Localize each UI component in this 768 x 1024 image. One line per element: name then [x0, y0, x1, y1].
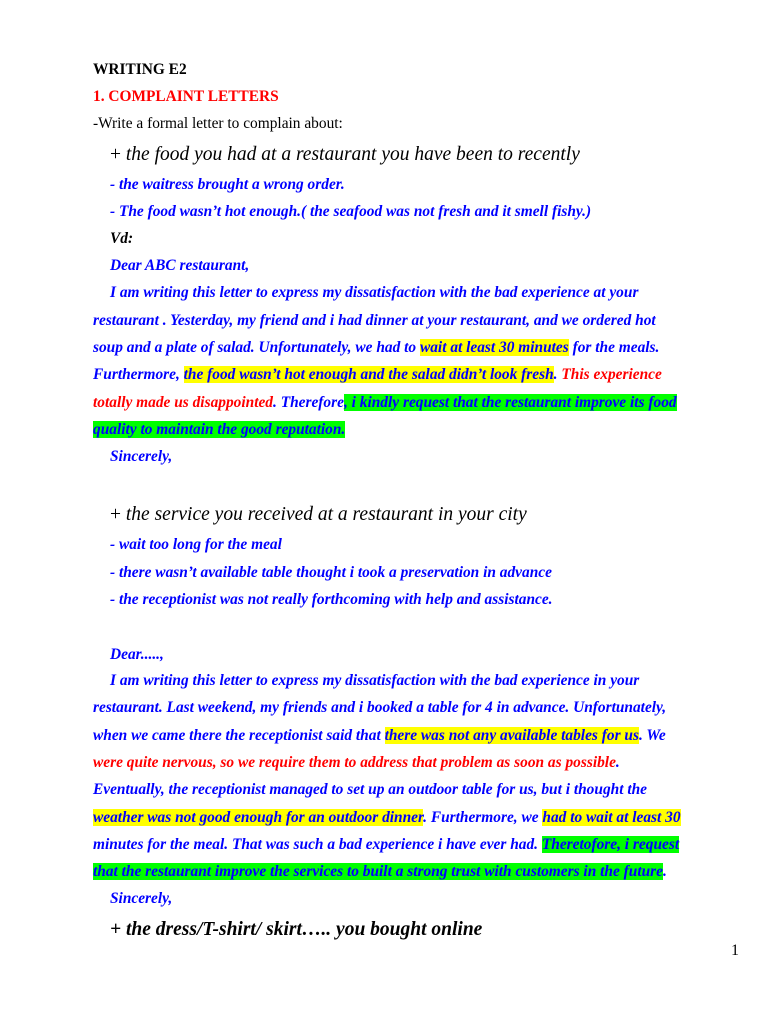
letter-2-line: restaurant. Last weekend, my friends and i booked a table for 4 in advance. Unfortunately,: [93, 699, 667, 716]
highlight-yellow: there was not any available tables for us: [384, 727, 639, 744]
topic-1-bullet: [110, 202, 591, 222]
topic-2-bullet: - there wasn’t available table thought i took a preservation in advance: [110, 564, 552, 581]
plus-marker: +: [110, 504, 126, 525]
topic-1-text: the food you had at a restaurant you have been to recently: [125, 144, 580, 165]
topic-3-heading: [110, 918, 482, 942]
highlight-yellow: wait at least 30 minutes: [419, 339, 569, 356]
text-run: . Furthermore, we: [423, 809, 543, 826]
topic-1-heading: [110, 143, 580, 167]
letter-1-closing: Sincerely,: [110, 448, 173, 465]
letter-2-line: [93, 808, 681, 828]
topic-2-bullet: - wait too long for the meal: [110, 536, 282, 553]
text-run: . Therefore: [273, 394, 344, 411]
letter-2-line: I am writing this letter to express my dissatisfaction with the bad experience in your: [110, 672, 640, 689]
letter-2-line: [93, 835, 679, 855]
highlight-yellow: the food wasn’t hot enough and the salad didn’t look fresh: [183, 366, 554, 383]
letter-1-line: [93, 420, 345, 440]
document-heading: WRITING E2: [93, 61, 187, 78]
page-number: 1: [731, 942, 739, 959]
text-run: when we came there the receptionist said that: [93, 727, 385, 744]
letter-1-line: [93, 393, 677, 413]
letter-2-closing: Sincerely,: [110, 890, 173, 907]
instruction-text: -Write a formal letter to complain about:: [93, 115, 343, 132]
red-text: so we require them to address that problem as soon as possible: [216, 754, 616, 771]
text-run: .: [662, 863, 667, 880]
topic-2-heading: [110, 503, 527, 527]
highlight-green: that the restaurant improve the services to built a strong trust with customers in the future: [93, 863, 663, 880]
topic-1-bullet: - the waitress brought a wrong order.: [110, 176, 345, 193]
text-run: soup and a plate of salad. Unfortunately, we had to: [93, 339, 420, 356]
letter-1-line: [93, 365, 662, 385]
text-run: for the meals.: [568, 339, 660, 356]
letter-2-line: [93, 862, 667, 882]
red-text: were quite nervous,: [93, 754, 217, 771]
letter-1-line: [93, 338, 659, 358]
text-run: . We: [638, 727, 666, 744]
plus-marker: +: [110, 144, 126, 165]
highlight-green: quality to maintain the good reputation.: [93, 421, 346, 438]
letter-2-salutation: Dear.....,: [110, 646, 164, 663]
highlight-green: , i kindly request that the restaurant improve its food: [343, 394, 677, 411]
example-label: Vd:: [110, 230, 134, 247]
bullet-text: - The food wasn’t hot enough.( the seafood was not fresh and it smell fishy.): [110, 203, 592, 220]
letter-1-line: I am writing this letter to express my dissatisfaction with the bad experience at your: [110, 284, 639, 301]
text-run: minutes for the meal. That was such a bad experience i have ever had.: [93, 836, 542, 853]
topic-3-text: the dress/T-shirt/ skirt….. you bought online: [126, 919, 483, 940]
topic-2-bullet: - the receptionist was not really forthcoming with help and assistance.: [110, 591, 553, 608]
topic-2-text: the service you received at a restaurant in your city: [125, 504, 527, 525]
letter-2-line: [93, 753, 620, 773]
red-text: totally made us disappointed: [93, 394, 273, 411]
section-title: 1. COMPLAINT LETTERS: [93, 88, 279, 105]
letter-2-line: Eventually, the receptionist managed to set up an outdoor table for us, but i thought the: [93, 781, 647, 798]
highlight-green: Theretofore, i request: [541, 836, 680, 853]
letter-1-line: restaurant . Yesterday, my friend and i had dinner at your restaurant, and we ordered hot: [93, 312, 656, 329]
text-run: .: [615, 754, 620, 771]
letter-1-salutation: Dear ABC restaurant,: [110, 257, 250, 274]
highlight-yellow: weather was not good enough for an outdoor dinner: [93, 809, 424, 826]
highlight-yellow: had to wait at least 30: [542, 809, 681, 826]
text-run: .: [553, 366, 562, 383]
plus-marker: +: [110, 919, 126, 940]
letter-2-line: [93, 726, 666, 746]
text-run: Furthermore,: [93, 366, 184, 383]
red-text: This experience: [561, 366, 662, 383]
